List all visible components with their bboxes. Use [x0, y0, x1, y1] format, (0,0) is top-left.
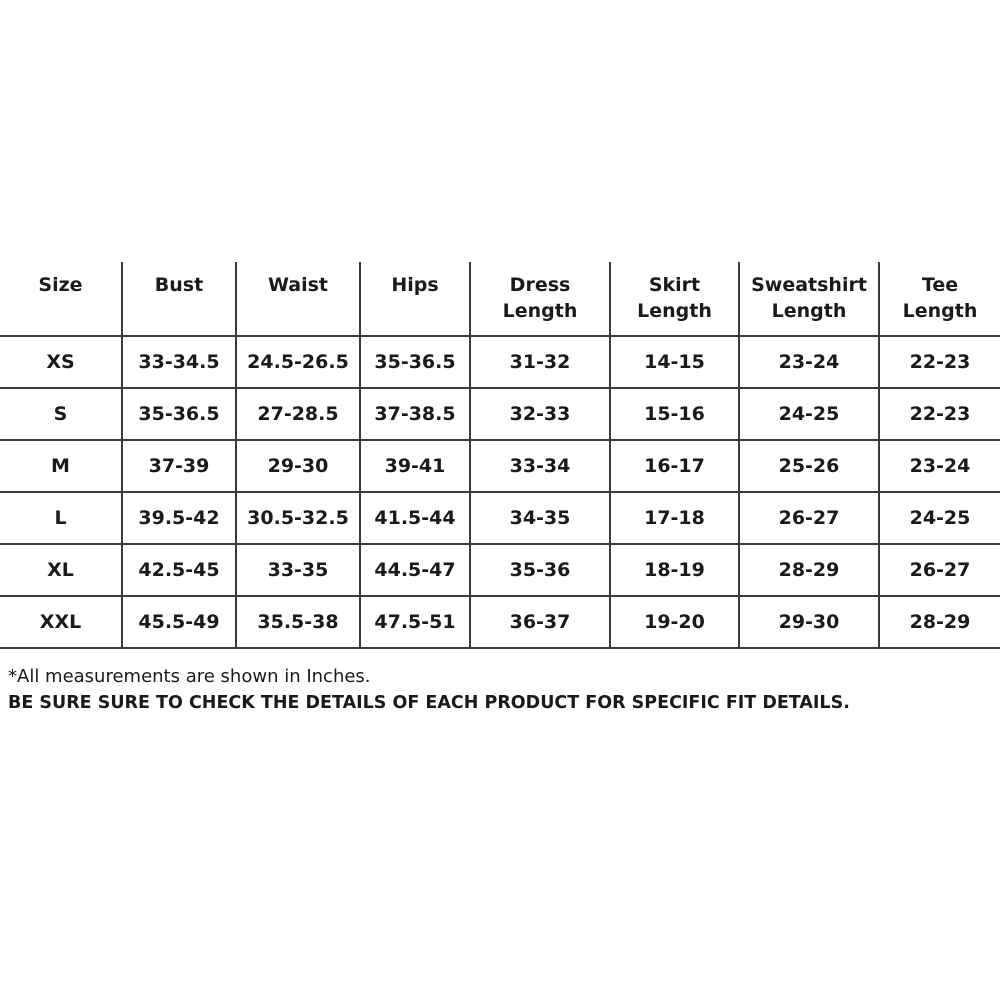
table-cell: 37-38.5 — [360, 388, 470, 440]
table-cell: 34-35 — [470, 492, 610, 544]
table-cell: 26-27 — [879, 544, 1000, 596]
header-dress-length — [470, 262, 610, 336]
header-line: Length — [771, 300, 847, 322]
table-cell: 18-19 — [610, 544, 739, 596]
header-line: Length — [502, 300, 578, 322]
table-row — [0, 440, 1000, 492]
measurement-footnote: *All measurements are shown in Inches. — [8, 666, 371, 687]
size-chart — [0, 262, 1000, 649]
table-cell: S — [0, 388, 122, 440]
table-cell: XL — [0, 544, 122, 596]
table-cell: 17-18 — [610, 492, 739, 544]
header-line: Tee — [921, 274, 959, 296]
table-cell: 24.5-26.5 — [236, 336, 360, 388]
table-cell: 14-15 — [610, 336, 739, 388]
size-chart-table — [0, 262, 1000, 649]
table-row — [0, 544, 1000, 596]
table-cell: 33-35 — [236, 544, 360, 596]
header-tee-length — [879, 262, 1000, 336]
table-cell: 23-24 — [739, 336, 879, 388]
header-skirt-length — [610, 262, 739, 336]
header-line: Hips — [391, 274, 439, 296]
header-line: Bust — [154, 274, 204, 296]
table-cell: 22-23 — [879, 388, 1000, 440]
table-cell: 41.5-44 — [360, 492, 470, 544]
header-waist — [236, 262, 360, 336]
table-cell: 36-37 — [470, 596, 610, 648]
table-row — [0, 388, 1000, 440]
table-cell: 29-30 — [739, 596, 879, 648]
table-row — [0, 596, 1000, 648]
table-cell: 33-34.5 — [122, 336, 236, 388]
table-cell: XXL — [0, 596, 122, 648]
table-cell: 33-34 — [470, 440, 610, 492]
header-line: Size — [38, 274, 83, 296]
table-cell: 27-28.5 — [236, 388, 360, 440]
table-cell: 15-16 — [610, 388, 739, 440]
table-cell: 31-32 — [470, 336, 610, 388]
chart-notes — [8, 664, 993, 716]
table-cell: 39-41 — [360, 440, 470, 492]
header-hips — [360, 262, 470, 336]
table-cell: 45.5-49 — [122, 596, 236, 648]
table-cell: 42.5-45 — [122, 544, 236, 596]
table-cell: 39.5-42 — [122, 492, 236, 544]
table-cell: 23-24 — [879, 440, 1000, 492]
header-bust — [122, 262, 236, 336]
header-line: Dress — [509, 274, 571, 296]
table-cell: 35.5-38 — [236, 596, 360, 648]
header-size — [0, 262, 122, 336]
table-cell: 25-26 — [739, 440, 879, 492]
table-cell: 26-27 — [739, 492, 879, 544]
header-row — [0, 262, 1000, 336]
header-line: Length — [902, 300, 978, 322]
table-cell: 28-29 — [739, 544, 879, 596]
table-cell: 47.5-51 — [360, 596, 470, 648]
table-cell: 22-23 — [879, 336, 1000, 388]
header-line: Waist — [267, 274, 328, 296]
table-cell: 28-29 — [879, 596, 1000, 648]
table-cell: 24-25 — [739, 388, 879, 440]
table-cell: 35-36 — [470, 544, 610, 596]
table-cell: M — [0, 440, 122, 492]
table-cell: 35-36.5 — [360, 336, 470, 388]
table-cell: 30.5-32.5 — [236, 492, 360, 544]
table-cell: XS — [0, 336, 122, 388]
table-row — [0, 492, 1000, 544]
header-sweatshirt-length — [739, 262, 879, 336]
fit-warning: BE SURE SURE TO CHECK THE DETAILS OF EACH PRODUCT FOR SPECIFIC FIT DETAILS. — [8, 693, 850, 713]
table-cell: 35-36.5 — [122, 388, 236, 440]
table-cell: 37-39 — [122, 440, 236, 492]
table-cell: L — [0, 492, 122, 544]
table-cell: 16-17 — [610, 440, 739, 492]
table-cell: 32-33 — [470, 388, 610, 440]
table-row — [0, 336, 1000, 388]
header-line: Sweatshirt — [751, 274, 867, 296]
table-cell: 19-20 — [610, 596, 739, 648]
header-line: Skirt — [648, 274, 701, 296]
table-cell: 24-25 — [879, 492, 1000, 544]
header-line: Length — [637, 300, 712, 322]
table-cell: 29-30 — [236, 440, 360, 492]
table-cell: 44.5-47 — [360, 544, 470, 596]
